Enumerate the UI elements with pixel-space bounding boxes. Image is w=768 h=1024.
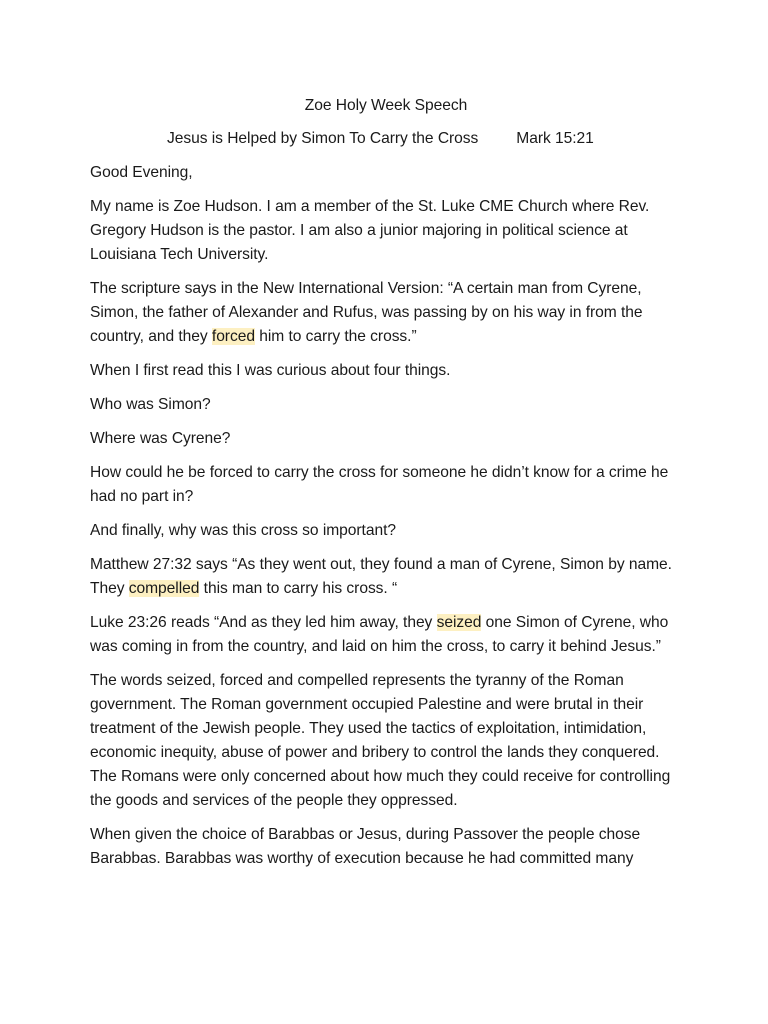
subtitle-text: Jesus is Helped by Simon To Carry the Cross <box>167 130 479 147</box>
paragraph-text: him to carry the cross.” <box>254 328 417 345</box>
paragraph-curious: When I first read this I was curious about four things. <box>90 362 451 379</box>
paragraph-text: Luke 23:26 reads “And as they led him away, they <box>90 614 437 631</box>
paragraph-barabbas: When given the choice of Barabbas or Jesus, during Passover the people chose Barabbas. Barabbas was worthy of execution because he had committed many <box>90 826 641 867</box>
paragraph-question-2: Where was Cyrene? <box>90 430 231 447</box>
paragraph-text: The scripture says in the New International Version: “A certain man from Cyrene, Simon, the father of Alexander and Rufus, was passing by on his way in from the country, and they <box>90 280 643 345</box>
paragraph-text: Matthew 27:32 says “As they went out, they found a man of Cyrene, Simon by name. They <box>90 556 672 597</box>
highlighted-word: forced <box>211 328 255 345</box>
paragraph-text: this man to carry his cross. “ <box>199 580 398 597</box>
paragraph-tyranny: The words seized, forced and compelled represents the tyranny of the Roman government. The Roman government occupied Palestine and were brutal in their treatment of the Jewish people. They used the tactics of exploitation, intimidation, economic inequity, abuse of power and bribery to control the lands they conquered. The Romans were only concerned about how much they could receive for controlling the goods and services of the people they oppressed. <box>90 672 671 809</box>
paragraph-greeting: Good Evening, <box>90 164 193 181</box>
scripture-reference: Mark 15:21 <box>516 130 594 147</box>
paragraph-question-1: Who was Simon? <box>90 396 211 413</box>
paragraph-question-4: And finally, why was this cross so important? <box>90 522 396 539</box>
paragraph-luke <box>90 611 682 659</box>
paragraph-text: one Simon of Cyrene, who was coming in from the country, and laid on him the cross, to carry it behind Jesus.” <box>90 614 669 655</box>
paragraph-scripture <box>90 277 682 349</box>
paragraph-intro: My name is Zoe Hudson. I am a member of the St. Luke CME Church where Rev. Gregory Hudson is the pastor. I am also a junior majoring in political science at Louisiana Tech University. <box>90 198 650 263</box>
paragraph-matthew <box>90 553 682 601</box>
document-subtitle <box>90 127 682 151</box>
document-title: Zoe Holy Week Speech <box>304 97 468 114</box>
paragraph-question-3: How could he be forced to carry the cross for someone he didn’t know for a crime he had no part in? <box>90 464 669 505</box>
document-body <box>90 94 682 881</box>
highlighted-word: seized <box>436 614 482 631</box>
highlighted-word: compelled <box>128 580 200 597</box>
